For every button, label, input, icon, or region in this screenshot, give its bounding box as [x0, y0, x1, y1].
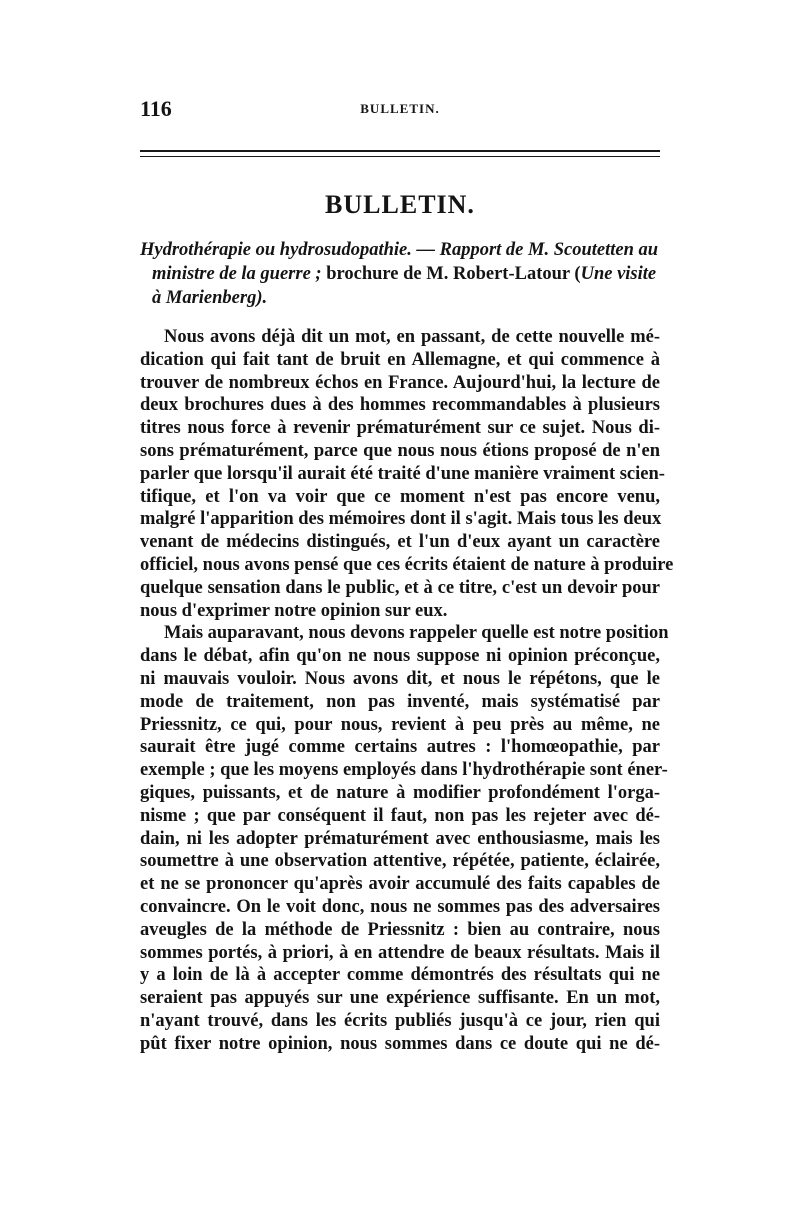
- text-line: seraient pas appuyés sur une expérience suffisante. En un mot,: [140, 988, 660, 1009]
- text-line: mode de traitement, non pas inventé, mais systématisé par: [140, 691, 660, 712]
- text-line: n'ayant trouvé, dans les écrits publiés jusqu'à ce jour, rien qui: [140, 1010, 660, 1031]
- subtitle-line-2: ministre de la guerre ; brochure de M. Robert-Latour (Une visite: [152, 264, 657, 284]
- page-number: 116: [140, 96, 172, 121]
- text-line: saurait être jugé comme certains autres : l'homœopathie, par: [140, 737, 660, 758]
- text-line: dain, ni les adopter prématurément avec enthousiasme, mais les: [140, 828, 660, 849]
- paragraph-2: [140, 622, 669, 1055]
- text-line: sommes portés, à priori, à en attendre de beaux résultats. Mais il: [140, 942, 660, 963]
- header-rule-thin: [140, 156, 660, 157]
- text-line: nisme ; que par conséquent il faut, non pas les rejeter avec dé-: [140, 805, 660, 826]
- text-line: sons prématurément, parce que nous nous étions proposé de n'en: [140, 440, 660, 461]
- text-line: soumettre à une observation attentive, répétée, patiente, éclairée,: [140, 851, 660, 872]
- text-line: Nous avons déjà dit un mot, en passant, de cette nouvelle mé-: [164, 327, 660, 347]
- running-head: [140, 96, 660, 126]
- text-line: aveugles de la méthode de Priessnitz : bien au contraire, nous: [140, 919, 660, 940]
- text-line: venant de médecins distingués, et l'un d'eux ayant un caractère: [140, 532, 660, 553]
- text-line: officiel, nous avons pensé que ces écrits étaient de nature à produire: [140, 554, 674, 575]
- text-line: tifique, et l'on va voir que ce moment n'est pas encore venu,: [140, 486, 660, 507]
- text-line: Mais auparavant, nous devons rappeler quelle est notre position: [164, 623, 669, 644]
- text-line: giques, puissants, et de nature à modifier profondément l'orga-: [140, 782, 660, 803]
- text-line: exemple ; que les moyens employés dans l'hydrothérapie sont éner-: [140, 760, 668, 781]
- text-line: Priessnitz, ce qui, pour nous, revient à peu près au même, ne: [140, 714, 660, 735]
- body-text: [140, 326, 674, 1056]
- text-line: et ne se prononcer qu'après avoir accumulé des faits capables de: [140, 874, 660, 895]
- text-line: dans le débat, afin qu'on ne nous suppose ni opinion préconçue,: [140, 646, 660, 667]
- subtitle-line-3: à Marienberg).: [152, 288, 268, 308]
- subtitle-line-1: Hydrothérapie ou hydrosudopathie. — Rapport de M. Scoutetten au: [140, 240, 659, 260]
- text-line: deux brochures dues à des hommes recommandables à plusieurs: [140, 395, 660, 416]
- section-title: BULLETIN.: [325, 190, 475, 219]
- text-line: trouver de nombreux échos en France. Aujourd'hui, la lecture de: [140, 372, 660, 393]
- text-line: dication qui fait tant de bruit en Allemagne, et qui commence à: [140, 349, 660, 370]
- header-rule-thick: [140, 150, 660, 152]
- text-line: convaincre. On le voit donc, nous ne sommes pas des adversaires: [140, 896, 660, 917]
- text-line: parler que lorsqu'il aurait été traité d'une manière vraiment scien-: [140, 463, 665, 484]
- text-line: ni mauvais vouloir. Nous avons dit, et nous le répétons, que le: [140, 668, 660, 689]
- text-line: nous d'exprimer notre opinion sur eux.: [140, 600, 448, 621]
- text-line: malgré l'apparition des mémoires dont il s'agit. Mais tous les deux: [140, 509, 662, 530]
- running-title: BULLETIN.: [360, 101, 440, 116]
- paragraph-1: [140, 326, 674, 622]
- article-subtitle: [140, 238, 660, 310]
- text-line: y a loin de là à accepter comme démontrés des résultats qui ne: [140, 965, 660, 986]
- text-line: pût fixer notre opinion, nous sommes dans ce doute qui ne dé-: [140, 1033, 660, 1054]
- text-line: titres nous force à revenir prématurément sur ce sujet. Nous di-: [140, 418, 660, 439]
- text-line: quelque sensation dans le public, et à ce titre, c'est un devoir pour: [140, 577, 660, 598]
